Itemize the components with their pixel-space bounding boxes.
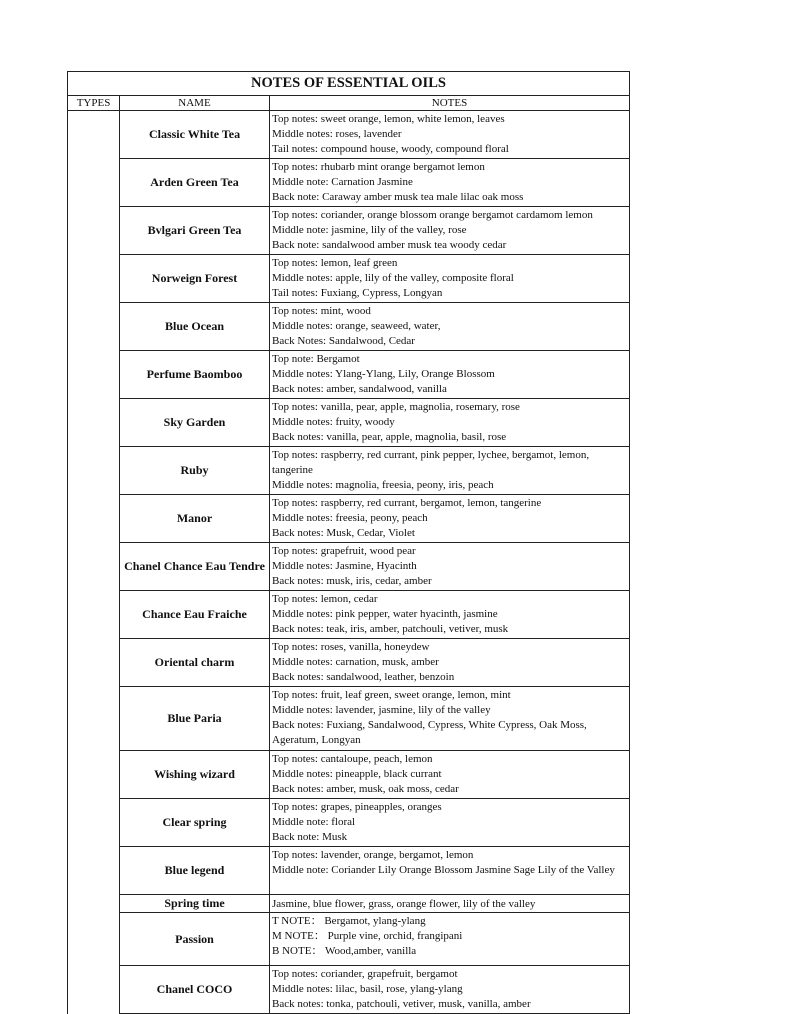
note-line: Middle notes: freesia, peony, peach [272,512,428,524]
note-line: Top notes: coriander, grapefruit, bergamot [272,968,458,980]
oil-notes [270,159,630,207]
note-line: Back note: Caraway amber musk tea male lilac oak moss [272,191,524,203]
oil-name: Wishing wizard [120,751,270,799]
oil-notes [270,913,630,966]
note-line: Middle notes: lavender, jasmine, lily of the valley [272,704,491,716]
note-line: Top notes: raspberry, red currant, pink pepper, lychee, bergamot, lemon, tangerine [272,449,590,476]
oil-name: Blue Paria [120,687,270,751]
note-line: M NOTE： Purple vine, orchid, frangipani [272,930,463,942]
table-title: NOTES OF ESSENTIAL OILS [68,72,630,96]
table-row [68,351,630,399]
note-line: Back notes: amber, sandalwood, vanilla [272,383,447,395]
notes-sheet [67,71,629,1014]
note-line: Top note: Bergamot [272,353,360,365]
note-line: Middle notes: apple, lily of the valley, composite floral [272,272,514,284]
table-row [68,447,630,495]
table-row [68,591,630,639]
note-line: Top notes: raspberry, red currant, bergamot, lemon, tangerine [272,497,542,509]
note-line: Back Notes: Sandalwood, Cedar [272,335,415,347]
note-line: Top notes: mint, wood [272,305,371,317]
table-row [68,159,630,207]
note-line: Top notes: coriander, orange blossom orange bergamot cardamom lemon [272,209,593,221]
note-line: Top notes: fruit, leaf green, sweet orange, lemon, mint [272,689,511,701]
note-line: Back notes: teak, iris, amber, patchouli, vetiver, musk [272,623,509,635]
table-row [68,687,630,751]
types-cell [68,111,120,1014]
table-row [68,543,630,591]
oil-notes [270,639,630,687]
table-row [68,399,630,447]
oil-name: Perfume Baomboo [120,351,270,399]
note-line: Middle notes: pink pepper, water hyacinth, jasmine [272,608,498,620]
note-line: Back notes: Musk, Cedar, Violet [272,527,415,539]
note-line: Middle note: jasmine, lily of the valley, rose [272,224,467,236]
note-line: Tail notes: Fuxiang, Cypress, Longyan [272,287,443,299]
oil-name: Ruby [120,447,270,495]
note-line: Top notes: lavender, orange, bergamot, lemon [272,849,474,861]
oil-name: Classic White Tea [120,111,270,159]
notes-header: NOTES [270,96,630,111]
oil-name: Arden Green Tea [120,159,270,207]
oil-notes [270,303,630,351]
note-line: Back notes: tonka, patchouli, vetiver, musk, vanilla, amber [272,998,531,1010]
note-line: Middle note: Carnation Jasmine [272,176,413,188]
name-header: NAME [120,96,270,111]
note-line: Back notes: amber, musk, oak moss, cedar [272,783,459,795]
oil-notes [270,255,630,303]
note-line: Back note: sandalwood amber musk tea woody cedar [272,239,507,251]
note-line: Top notes: grapefruit, wood pear [272,545,416,557]
oil-name: Spring time [120,895,270,913]
note-line: Middle notes: carnation, musk, amber [272,656,439,668]
note-line: Middle notes: fruity, woody [272,416,395,428]
note-line: Back notes: vanilla, pear, apple, magnolia, basil, rose [272,431,507,443]
oil-notes [270,687,630,751]
oil-name: Bvlgari Green Tea [120,207,270,255]
table-row [68,966,630,1014]
oil-notes [270,495,630,543]
note-line: Top notes: roses, vanilla, honeydew [272,641,430,653]
note-line: Top notes: cantaloupe, peach, lemon [272,753,433,765]
note-line: Top notes: vanilla, pear, apple, magnolia, rosemary, rose [272,401,520,413]
oil-notes [270,351,630,399]
oil-notes [270,207,630,255]
note-line: Middle note: Coriander Lily Orange Blossom Jasmine Sage Lily of the Valley [272,864,615,876]
table-row [68,799,630,847]
note-line: Top notes: lemon, leaf green [272,257,398,269]
oil-name: Manor [120,495,270,543]
note-line: Tail notes: compound house, woody, compound floral [272,143,509,155]
oil-name: Clear spring [120,799,270,847]
note-line: Back notes: musk, iris, cedar, amber [272,575,432,587]
note-line: Middle notes: magnolia, freesia, peony, iris, peach [272,479,494,491]
oil-name: Blue Ocean [120,303,270,351]
note-line: Top notes: rhubarb mint orange bergamot lemon [272,161,485,173]
table-row [68,255,630,303]
oil-notes [270,799,630,847]
table-body [68,111,630,1014]
table-row [68,639,630,687]
note-line: Jasmine, blue flower, grass, orange flower, lily of the valley [272,897,536,910]
note-line: Top notes: sweet orange, lemon, white lemon, leaves [272,113,505,125]
note-line: Back note: Musk [272,831,348,843]
table-row [68,751,630,799]
oil-notes [270,543,630,591]
note-line: Middle notes: pineapple, black currant [272,768,442,780]
note-line: Top notes: grapes, pineapples, oranges [272,801,442,813]
oil-notes [270,591,630,639]
oil-notes [270,966,630,1014]
oil-notes [270,847,630,895]
oil-notes [270,447,630,495]
oil-notes [270,751,630,799]
table-row [68,495,630,543]
note-line: Back notes: sandalwood, leather, benzoin [272,671,455,683]
note-line: Middle notes: lilac, basil, rose, ylang-ylang [272,983,463,995]
table-row [68,847,630,895]
table-row [68,303,630,351]
essential-oils-table [67,71,630,1014]
table-row [68,111,630,159]
note-line: Back notes: Fuxiang, Sandalwood, Cypress, White Cypress, Oak Moss, Ageratum, Longyan [272,719,587,746]
oil-name: Chanel COCO [120,966,270,1014]
oil-name: Chance Eau Fraiche [120,591,270,639]
oil-notes [270,399,630,447]
oil-name: Blue legend [120,847,270,895]
note-line: Middle note: floral [272,816,356,828]
oil-name: Passion [120,913,270,966]
note-line: B NOTE： Wood,amber, vanilla [272,945,417,957]
note-line: Top notes: lemon, cedar [272,593,378,605]
oil-name: Oriental charm [120,639,270,687]
note-line: Middle notes: orange, seaweed, water, [272,320,441,332]
note-line: Middle notes: roses, lavender [272,128,402,140]
oil-notes [270,895,630,913]
oil-name: Norweign Forest [120,255,270,303]
oil-notes [270,111,630,159]
table-row [68,913,630,966]
table-row [68,895,630,913]
oil-name: Sky Garden [120,399,270,447]
table-row [68,207,630,255]
note-line: Middle notes: Jasmine, Hyacinth [272,560,417,572]
note-line: Middle notes: Ylang-Ylang, Lily, Orange Blossom [272,368,495,380]
types-header: TYPES [68,96,120,111]
oil-name: Chanel Chance Eau Tendre [120,543,270,591]
note-line: T NOTE： Bergamot, ylang-ylang [272,915,426,927]
